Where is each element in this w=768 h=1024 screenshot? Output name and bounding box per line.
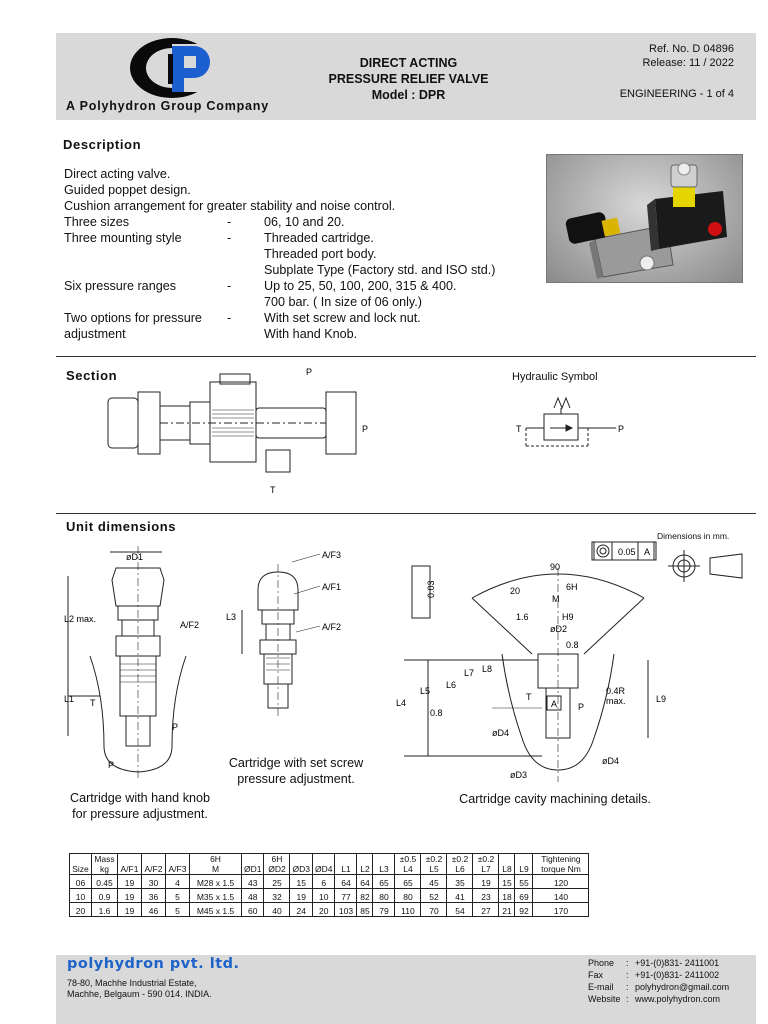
- address: [67, 978, 212, 1000]
- description-key: adjustment: [64, 327, 126, 341]
- table-cell: 41: [447, 889, 473, 903]
- description-dash: -: [227, 279, 232, 293]
- description-value: Threaded port body.: [264, 247, 377, 261]
- header-bottom-text: L5: [429, 864, 439, 874]
- symbol-port-t: T: [516, 424, 522, 434]
- caption-cavity: Cartridge cavity machining details.: [459, 792, 651, 806]
- reference-block: [620, 42, 734, 101]
- label-d2: øD2: [550, 624, 568, 634]
- contact-row: [588, 957, 729, 969]
- label-rough-16: 1.6: [516, 612, 529, 622]
- table-header-cell: [70, 854, 92, 875]
- table-cell: 20: [312, 903, 334, 917]
- divider-1: [56, 356, 756, 357]
- table-header-cell: [142, 854, 166, 875]
- table-header-cell: [421, 854, 447, 875]
- table-header-cell: [473, 854, 499, 875]
- table-header-cell: [166, 854, 190, 875]
- table-header-cell: [335, 854, 357, 875]
- table-cell: 77: [335, 889, 357, 903]
- header-top-text: ±0.5: [399, 854, 417, 864]
- label-d4-right: øD4: [602, 756, 620, 766]
- label-d4-left: øD4: [492, 728, 510, 738]
- datum-a-box: A: [644, 547, 651, 557]
- table-header-cell: [190, 854, 242, 875]
- description-value: 700 bar. ( In size of 06 only.): [264, 295, 422, 309]
- description-value: Up to 25, 50, 100, 200, 315 & 400.: [264, 279, 457, 293]
- label-d1: øD1: [126, 552, 144, 562]
- table-cell: M35 x 1.5: [190, 889, 242, 903]
- description-dash: [227, 262, 264, 278]
- description-row: [64, 262, 544, 278]
- table-header-cell: [515, 854, 533, 875]
- description-key: Six pressure ranges: [64, 279, 176, 293]
- table-header-cell: [290, 854, 312, 875]
- label-04r: 0.4R: [606, 686, 626, 696]
- document-title: [286, 55, 531, 103]
- contact-value: +91-(0)831- 2411001: [635, 958, 720, 968]
- header-bottom-text: ØD3: [292, 864, 310, 874]
- table-cell: 30: [142, 875, 166, 889]
- table-cell: 35: [447, 875, 473, 889]
- section-port-p-top: P: [306, 367, 313, 377]
- contact-label: Website: [588, 994, 621, 1004]
- dimensions-table: [69, 853, 589, 917]
- table-cell: 65: [373, 875, 395, 889]
- description-text: Cushion arrangement for greater stability and noise control.: [64, 199, 396, 213]
- description-row: [64, 166, 544, 182]
- label-angle-20: 20: [510, 586, 521, 596]
- table-row: [70, 875, 589, 889]
- description-dash: -: [227, 215, 232, 229]
- header-bottom-text: ØD2: [268, 864, 286, 874]
- contact-value[interactable]: www.polyhydron.com: [635, 994, 721, 1004]
- description-row: [64, 182, 544, 198]
- table-cell: 80: [373, 889, 395, 903]
- description-row: [64, 198, 544, 214]
- table-cell: 0.9: [92, 889, 118, 903]
- table-cell: 55: [515, 875, 533, 889]
- table-cell: 15: [290, 875, 312, 889]
- table-cell: 10: [70, 889, 92, 903]
- label-rough-08-top: 0.8: [566, 640, 579, 650]
- description-key: Three mounting style: [64, 231, 182, 245]
- table-cell: 25: [264, 875, 290, 889]
- label-l8: L8: [482, 664, 493, 674]
- caption-hand-knob-line1: Cartridge with hand knob: [69, 791, 210, 805]
- table-cell: 15: [499, 875, 515, 889]
- table-cell: 20: [70, 903, 92, 917]
- caption-hand-knob-line2: for pressure adjustment.: [72, 807, 208, 821]
- contact-value[interactable]: polyhydron@gmail.com: [635, 982, 730, 992]
- table-header-cell: [373, 854, 395, 875]
- caption-set-screw-line1: Cartridge with set screw: [228, 756, 364, 770]
- label-l5: L5: [420, 686, 431, 696]
- description-dash: [227, 294, 264, 310]
- header-bottom-text: ØD1: [244, 864, 262, 874]
- label-l1: L1: [64, 694, 75, 704]
- table-cell: 19: [118, 875, 142, 889]
- release-date: Release: 11 / 2022: [642, 57, 734, 69]
- footer-band: [56, 955, 756, 1024]
- table-cell: 64: [357, 875, 373, 889]
- label-t-knob: T: [90, 698, 96, 708]
- description-key: [64, 246, 227, 262]
- address-line-1: 78-80, Machhe Industrial Estate,: [67, 978, 197, 988]
- table-cell: 70: [421, 903, 447, 917]
- description-value: With hand Knob.: [264, 327, 358, 341]
- header-bottom-text: L6: [455, 864, 465, 874]
- divider-2: [56, 513, 756, 514]
- table-cell: 27: [473, 903, 499, 917]
- label-af2-screw: A/F2: [322, 622, 342, 632]
- header-top-text: 6H: [271, 854, 283, 864]
- header-top-text: 6H: [210, 854, 221, 864]
- header-bottom-text: L7: [481, 864, 491, 874]
- engineering-page: ENGINEERING - 1 of 4: [619, 88, 734, 100]
- table-cell: 5: [166, 903, 190, 917]
- table-cell: 40: [264, 903, 290, 917]
- section-heading: Section: [66, 368, 118, 383]
- description-text: Direct acting valve.: [64, 167, 171, 181]
- company-tagline: A Polyhydron Group Company: [66, 99, 269, 113]
- table-cell: 69: [515, 889, 533, 903]
- caption-set-screw: [221, 755, 371, 787]
- label-p-knob-right: P: [172, 722, 179, 732]
- table-row: [70, 889, 589, 903]
- valve-photo: [546, 154, 743, 283]
- hydraulic-symbol: [508, 388, 638, 458]
- label-angle-90: 90: [550, 562, 561, 572]
- table-cell: 36: [142, 889, 166, 903]
- table-cell: 1.6: [92, 903, 118, 917]
- table-header-cell: [312, 854, 334, 875]
- description-value: 06, 10 and 20.: [264, 215, 345, 229]
- table-cell: 6: [312, 875, 334, 889]
- header-bottom-text: A/F1: [120, 864, 139, 874]
- ref-number: Ref. No. D 04896: [649, 43, 734, 55]
- table-header-cell: [533, 854, 589, 875]
- table-cell: 82: [357, 889, 373, 903]
- label-6h: 6H: [566, 582, 578, 592]
- header-bottom-text: kg: [100, 864, 109, 874]
- description-key: [64, 262, 227, 278]
- label-rough-08-left: 0.8: [430, 708, 443, 718]
- set-screw-cartridge-drawing: [222, 546, 362, 716]
- description-row: [64, 246, 544, 262]
- table-cell: 5: [166, 889, 190, 903]
- label-p-knob-bottom: P: [108, 760, 115, 770]
- title-line-3: Model : DPR: [371, 88, 446, 102]
- table-cell: 19: [118, 903, 142, 917]
- description-value: With set screw and lock nut.: [264, 311, 421, 325]
- table-cell: 46: [142, 903, 166, 917]
- table-cell: 92: [515, 903, 533, 917]
- header-top-text: Tightening: [541, 854, 581, 864]
- caption-hand-knob: [58, 790, 222, 822]
- table-cell: 19: [290, 889, 312, 903]
- description-row: [64, 310, 544, 326]
- table-cell: 24: [290, 903, 312, 917]
- header-bottom-text: L3: [379, 864, 389, 874]
- header-bottom-text: L8: [502, 864, 512, 874]
- header-top-text: Mass: [94, 854, 115, 864]
- label-af2-knob: A/F2: [180, 620, 200, 630]
- table-cell: 19: [118, 889, 142, 903]
- label-max: max.: [606, 696, 626, 706]
- contact-label: Fax: [588, 970, 604, 980]
- contact-label: E-mail: [588, 982, 614, 992]
- table-cell: 52: [421, 889, 447, 903]
- label-d3: øD3: [510, 770, 528, 780]
- description-key: Three sizes: [64, 215, 130, 229]
- brand-name: polyhydron pvt. ltd.: [67, 956, 240, 972]
- table-cell: 110: [395, 903, 421, 917]
- label-l6: L6: [446, 680, 457, 690]
- table-cell: 65: [395, 875, 421, 889]
- table-header-cell: [264, 854, 290, 875]
- label-l4: L4: [396, 698, 407, 708]
- description-value: Subplate Type (Factory std. and ISO std.): [264, 263, 496, 277]
- description-dash: [227, 246, 264, 262]
- table-cell: 21: [499, 903, 515, 917]
- dimensions-note: Dimensions in mm.: [657, 531, 730, 541]
- tolerance-005: 0.05: [618, 547, 636, 557]
- header-bottom-text: M: [211, 864, 220, 874]
- description-key: [64, 294, 227, 310]
- label-datum-a: A: [551, 699, 558, 709]
- label-t-cavity: T: [526, 692, 532, 702]
- description-text: Guided poppet design.: [64, 183, 191, 197]
- table-header-cell: [118, 854, 142, 875]
- table-cell: 48: [242, 889, 264, 903]
- header-bottom-text: A/F2: [144, 864, 163, 874]
- label-p-cavity: P: [578, 702, 585, 712]
- table-row: [70, 903, 589, 917]
- description-row: [64, 278, 544, 294]
- table-header-cell: [357, 854, 373, 875]
- title-line-1: DIRECT ACTING: [359, 56, 458, 70]
- description-dash: [227, 326, 264, 342]
- table-cell: 120: [533, 875, 589, 889]
- header-bottom-text: Size: [72, 864, 89, 874]
- table-cell: 0.45: [92, 875, 118, 889]
- description-list: [64, 166, 544, 342]
- header-bottom-text: L9: [519, 864, 529, 874]
- gdt-symbols: [592, 540, 762, 590]
- table-cell: 23: [473, 889, 499, 903]
- description-dash: -: [227, 231, 232, 245]
- label-l7: L7: [464, 668, 475, 678]
- contact-block: [588, 957, 729, 1005]
- table-cell: 79: [373, 903, 395, 917]
- contact-value: +91-(0)831- 2411002: [635, 970, 720, 980]
- label-l9: L9: [656, 694, 667, 704]
- polyhydron-logo: [128, 36, 216, 100]
- label-l3: L3: [226, 612, 237, 622]
- table-cell: 54: [447, 903, 473, 917]
- table-cell: 4: [166, 875, 190, 889]
- table-cell: 19: [473, 875, 499, 889]
- table-header-cell: [92, 854, 118, 875]
- table-header-cell: [447, 854, 473, 875]
- contact-separator: :: [626, 970, 629, 980]
- description-dash: -: [227, 311, 232, 325]
- valve-illustration: [547, 155, 743, 283]
- table-cell: 60: [242, 903, 264, 917]
- header-bottom-text: torque Nm: [541, 864, 581, 874]
- address-line-2: Machhe, Belgaum - 590 014. INDIA.: [67, 989, 212, 999]
- header-bottom-text: L2: [360, 864, 370, 874]
- table-header-cell: [242, 854, 264, 875]
- section-port-t: T: [270, 485, 276, 495]
- description-value: Threaded cartridge.: [264, 231, 374, 245]
- header-bottom-text: ØD4: [314, 864, 333, 874]
- unit-dimensions-heading: Unit dimensions: [66, 519, 177, 534]
- table-header-cell: [499, 854, 515, 875]
- header-band: [56, 33, 756, 120]
- table-cell: 64: [335, 875, 357, 889]
- header-bottom-text: A/F3: [168, 864, 187, 874]
- header-top-text: ±0.2: [451, 854, 469, 864]
- description-key: Two options for pressure: [64, 311, 202, 325]
- header-top-text: ±0.2: [425, 854, 443, 864]
- description-row: [64, 230, 544, 246]
- contact-separator: :: [626, 958, 629, 968]
- caption-set-screw-line2: pressure adjustment.: [237, 772, 355, 786]
- table-header-cell: [395, 854, 421, 875]
- table-cell: 140: [533, 889, 589, 903]
- header-bottom-text: L4: [403, 864, 413, 874]
- table-header-row: [70, 854, 589, 875]
- description-row: [64, 214, 544, 230]
- header-bottom-text: L1: [341, 864, 351, 874]
- description-row: [64, 294, 544, 310]
- table-cell: 170: [533, 903, 589, 917]
- contact-row: [588, 993, 729, 1005]
- label-af1: A/F1: [322, 582, 342, 592]
- label-af3: A/F3: [322, 550, 342, 560]
- description-row: [64, 326, 544, 342]
- title-line-2: PRESSURE RELIEF VALVE: [328, 72, 489, 86]
- table-cell: M45 x 1.5: [190, 903, 242, 917]
- contact-row: [588, 981, 729, 993]
- symbol-port-p: P: [618, 424, 625, 434]
- label-m: M: [552, 594, 560, 604]
- contact-label: Phone: [588, 958, 615, 968]
- hand-knob-cartridge-drawing: [60, 546, 200, 778]
- table-cell: M28 x 1.5: [190, 875, 242, 889]
- table-cell: 06: [70, 875, 92, 889]
- hydraulic-symbol-title: Hydraulic Symbol: [512, 371, 598, 383]
- table-cell: 45: [421, 875, 447, 889]
- description-heading: Description: [63, 137, 142, 152]
- section-port-p-right: P: [362, 424, 369, 434]
- section-drawing: [100, 362, 370, 498]
- contact-separator: :: [626, 982, 629, 992]
- tolerance-003: 0.03: [426, 580, 436, 598]
- table-cell: 10: [312, 889, 334, 903]
- table-cell: 80: [395, 889, 421, 903]
- table-cell: 85: [357, 903, 373, 917]
- table-cell: 32: [264, 889, 290, 903]
- contact-row: [588, 969, 729, 981]
- label-l2max: L2 max.: [64, 614, 97, 624]
- contact-separator: :: [626, 994, 629, 1004]
- table-cell: 103: [335, 903, 357, 917]
- table-cell: 18: [499, 889, 515, 903]
- label-h9: H9: [562, 612, 574, 622]
- table-cell: 43: [242, 875, 264, 889]
- header-top-text: ±0.2: [477, 854, 495, 864]
